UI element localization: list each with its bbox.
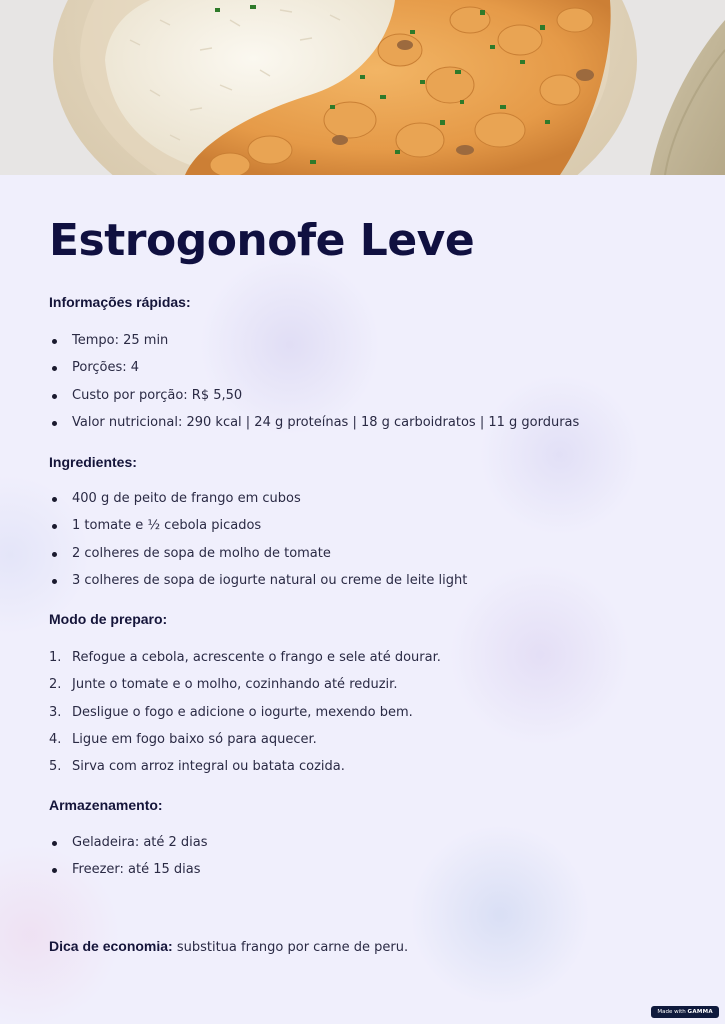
list-item: 2 colheres de sopa de molho de tomate bbox=[49, 540, 467, 567]
ingredients-heading: Ingredientes: bbox=[49, 454, 137, 470]
hero-image bbox=[0, 0, 725, 175]
step-number: 4. bbox=[49, 731, 62, 747]
step-text: Sirva com arroz integral ou batata cozida. bbox=[72, 759, 345, 775]
ingredients-list bbox=[49, 485, 467, 594]
badge-brand: GAMMA bbox=[687, 1009, 713, 1015]
list-item: 3 colheres de sopa de iogurte natural ou creme de leite light bbox=[49, 567, 467, 594]
method-heading: Modo de preparo: bbox=[49, 611, 168, 627]
storage-list bbox=[49, 829, 208, 884]
step-item bbox=[49, 671, 441, 698]
tip-text: substitua frango por carne de peru. bbox=[176, 940, 409, 955]
step-text: Junte o tomate e o molho, cozinhando até reduzir. bbox=[72, 677, 398, 693]
step-number: 2. bbox=[49, 677, 62, 693]
step-number: 3. bbox=[49, 704, 62, 720]
quick-info-list bbox=[49, 327, 579, 436]
list-item: Freezer: até 15 dias bbox=[49, 856, 208, 883]
economy-tip bbox=[49, 938, 408, 955]
tip-label: Dica de economia: bbox=[49, 938, 173, 954]
step-number: 5. bbox=[49, 759, 62, 775]
list-item: 400 g de peito de frango em cubos bbox=[49, 485, 467, 512]
quick-info-heading: Informações rápidas: bbox=[49, 294, 191, 310]
list-item: Geladeira: até 2 dias bbox=[49, 829, 208, 856]
step-text: Ligue em fogo baixo só para aquecer. bbox=[72, 731, 317, 747]
step-item bbox=[49, 726, 441, 753]
step-item bbox=[49, 753, 441, 780]
list-item: 1 tomate e ½ cebola picados bbox=[49, 512, 467, 539]
list-item: Tempo: 25 min bbox=[49, 327, 579, 354]
list-item: Valor nutricional: 290 kcal | 24 g proteínas | 18 g carboidratos | 11 g gorduras bbox=[49, 409, 579, 436]
list-item: Porções: 4 bbox=[49, 354, 579, 381]
storage-heading: Armazenamento: bbox=[49, 797, 163, 813]
list-item: Custo por porção: R$ 5,50 bbox=[49, 382, 579, 409]
method-steps bbox=[49, 644, 441, 780]
step-item bbox=[49, 699, 441, 726]
step-text: Desligue o fogo e adicione o iogurte, mexendo bem. bbox=[72, 704, 413, 720]
step-text: Refogue a cebola, acrescente o frango e sele até dourar. bbox=[72, 650, 441, 665]
step-item bbox=[49, 644, 441, 671]
made-with-badge[interactable] bbox=[651, 1006, 719, 1018]
recipe-title: Estrogonofe Leve bbox=[49, 215, 475, 266]
badge-prefix: Made with bbox=[657, 1009, 686, 1015]
dish-photo bbox=[0, 0, 725, 175]
recipe-card bbox=[0, 175, 725, 1024]
step-number: 1. bbox=[49, 650, 62, 665]
